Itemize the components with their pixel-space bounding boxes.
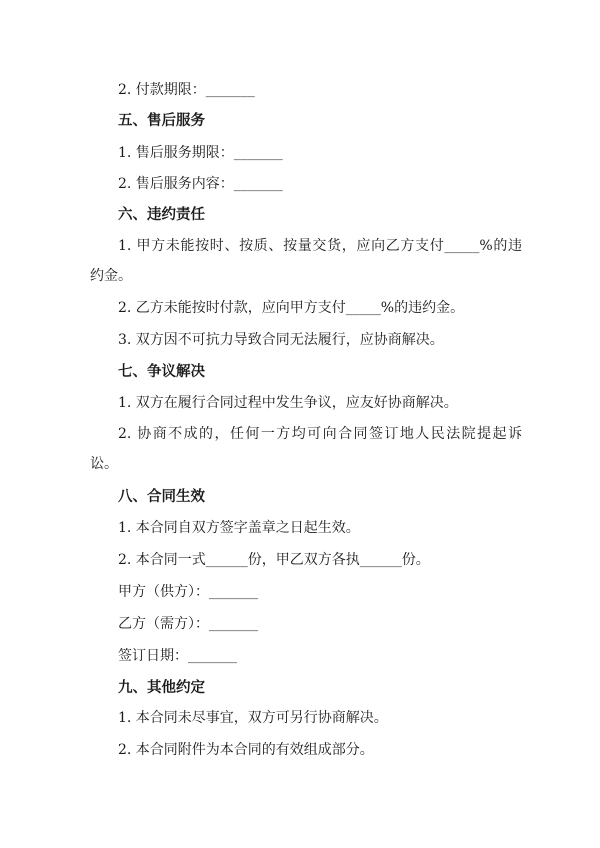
other-clause-1: 1. 本合同未尽事宜，双方可另行协商解决。 xyxy=(118,710,388,726)
section-heading-effect: 八、合同生效 xyxy=(118,489,205,505)
section-heading-after-sales: 五、售后服务 xyxy=(118,113,205,129)
dispute-clause-1: 1. 双方在履行合同过程中发生争议，应友好协商解决。 xyxy=(118,395,458,411)
dispute-clause-2-cont: 讼。 xyxy=(90,456,118,472)
after-sales-content-line: 2. 售后服务内容：_______ xyxy=(118,176,283,192)
section-heading-dispute: 七、争议解决 xyxy=(118,364,205,380)
liability-clause-3: 3. 双方因不可抗力导致合同无法履行，应协商解决。 xyxy=(118,332,444,348)
signing-date-line: 签订日期：_______ xyxy=(118,648,237,664)
liability-clause-1: 1. 甲方未能按时、按质、按量交货，应向乙方支付_____%的违 xyxy=(118,238,522,254)
section-heading-liability: 六、违约责任 xyxy=(118,207,205,223)
after-sales-term-line: 1. 售后服务期限：_______ xyxy=(118,145,283,161)
payment-term-line: 2. 付款期限：_______ xyxy=(118,82,255,98)
liability-clause-1-cont: 约金。 xyxy=(90,268,132,284)
liability-clause-2: 2. 乙方未能按时付款，应向甲方支付_____%的违约金。 xyxy=(118,300,465,316)
other-clause-2: 2. 本合同附件为本合同的有效组成部分。 xyxy=(118,742,374,758)
party-a-signature-line: 甲方（供方）：_______ xyxy=(118,584,258,600)
effect-clause-1: 1. 本合同自双方签字盖章之日起生效。 xyxy=(118,520,360,536)
party-b-signature-line: 乙方（需方）：_______ xyxy=(118,616,258,632)
effect-clause-2: 2. 本合同一式______份，甲乙双方各执______份。 xyxy=(118,552,430,568)
dispute-clause-2: 2. 协商不成的，任何一方均可向合同签订地人民法院提起诉 xyxy=(118,426,522,442)
section-heading-other: 九、其他约定 xyxy=(118,680,205,696)
